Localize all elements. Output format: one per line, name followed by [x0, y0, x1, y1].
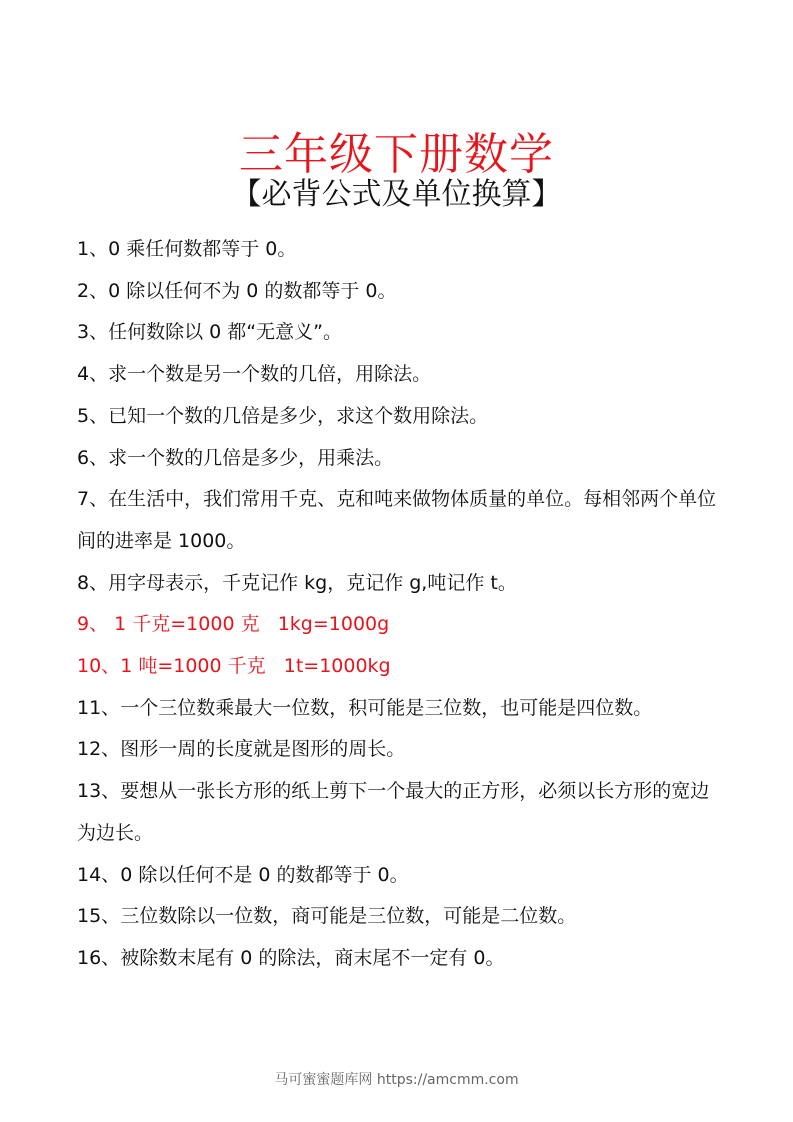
- item-number: 16、: [77, 946, 121, 969]
- item-number: 4、: [77, 363, 109, 386]
- list-item: [77, 771, 727, 854]
- item-number: 3、: [77, 321, 109, 344]
- item-number: 15、: [77, 905, 121, 928]
- item-text: 要想从一张长方形的纸上剪下一个最大的正方形，必须以长方形的宽边为边长。: [77, 780, 710, 844]
- list-item: [77, 229, 727, 271]
- list-item: [77, 563, 727, 605]
- page-title: 三年级下册数学: [239, 129, 554, 181]
- list-item: [77, 354, 727, 396]
- list-item: [77, 396, 727, 438]
- item-number: 11、: [77, 696, 121, 719]
- item-text: 被除数末尾有 0 的除法，商末尾不一定有 0。: [120, 946, 505, 969]
- list-item: [77, 438, 727, 480]
- item-text: 已知一个数的几倍是多少，求这个数用除法。: [108, 404, 489, 427]
- item-number: 9、: [77, 613, 109, 636]
- list-item: [77, 271, 727, 313]
- item-number: 12、: [77, 738, 121, 761]
- formula-list: [77, 229, 727, 980]
- list-item: [77, 479, 727, 562]
- list-item: [77, 938, 727, 980]
- footer-watermark: 马可蜜蜜题库网 https://amcmm.com: [274, 1072, 519, 1088]
- item-number: 10、: [77, 655, 121, 678]
- item-number: 13、: [77, 780, 121, 803]
- item-text: 图形一周的长度就是图形的周长。: [120, 738, 406, 761]
- list-item: [77, 312, 727, 354]
- item-text: 0 乘任何数都等于 0。: [108, 238, 297, 260]
- item-text: 三位数除以一位数，商可能是三位数，可能是二位数。: [120, 905, 577, 928]
- item-number: 7、: [77, 488, 109, 511]
- item-number: 8、: [77, 571, 109, 594]
- list-item: [77, 729, 727, 771]
- item-number: 6、: [77, 446, 109, 469]
- item-number: 14、: [77, 863, 121, 886]
- item-text: 0 除以任何不是 0 的数都等于 0。: [120, 863, 409, 886]
- item-text: 1 吨=1000 千克 1t=1000kg: [120, 655, 391, 678]
- list-item: [77, 855, 727, 897]
- item-number: 2、: [77, 279, 109, 302]
- list-item: [77, 896, 727, 938]
- page-subtitle: 【必背公式及单位换算】: [231, 177, 562, 212]
- item-number: 1、: [77, 238, 109, 260]
- item-text: 1 千克=1000 克 1kg=1000g: [108, 613, 390, 636]
- item-number: 5、: [77, 404, 109, 427]
- list-item: [77, 688, 727, 730]
- item-text: 一个三位数乘最大一位数，积可能是三位数，也可能是四位数。: [120, 696, 653, 719]
- item-text: 0 除以任何不为 0 的数都等于 0。: [108, 279, 397, 302]
- list-item: [77, 646, 727, 688]
- list-item: [77, 604, 727, 646]
- item-text: 用字母表示，千克记作 kg，克记作 g,吨记作 t。: [108, 571, 517, 594]
- item-text: 任何数除以 0 都“无意义”。: [108, 321, 342, 344]
- item-text: 求一个数是另一个数的几倍，用除法。: [108, 363, 432, 386]
- item-text: 求一个数的几倍是多少，用乘法。: [108, 446, 394, 469]
- item-text: 在生活中，我们常用千克、克和吨来做物体质量的单位。每相邻两个单位间的进率是 1000。: [77, 488, 717, 552]
